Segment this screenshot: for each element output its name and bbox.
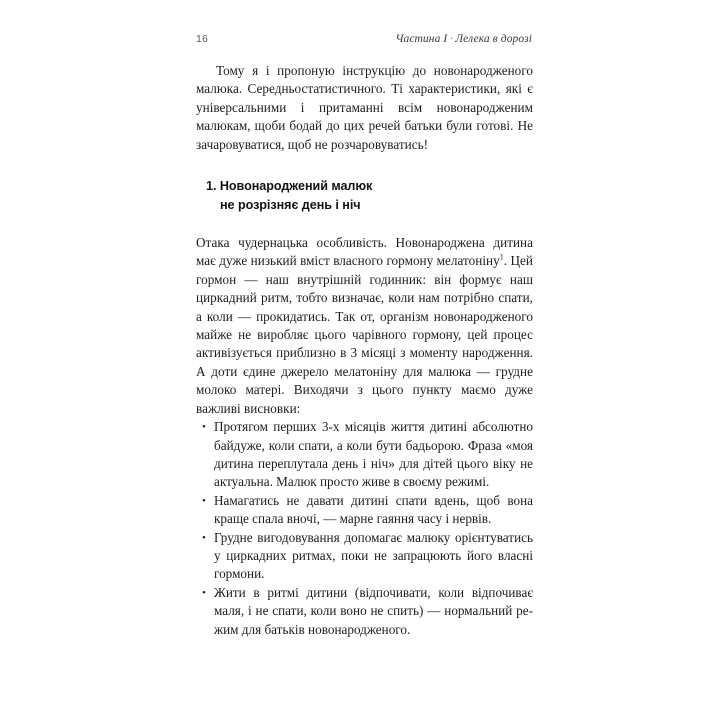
list-item <box>196 529 533 584</box>
body-paragraph <box>196 234 533 418</box>
intro-paragraph: Тому я і пропоную інструкцію до новонародженого малюка. Середньостатистичного. Ті характеристики, які є універсальними і притаманні всім новонародженим малюкам, щоби бодай до цих речей батьки були готові. Не зачаровуватися, щоб не розчаровуватись! <box>196 63 533 152</box>
running-head-part: Частина I <box>395 33 448 45</box>
body-paragraph-part-2: . Цей гормон — наш внутрішній годинник: він формує наш циркадний ритм, тобто визначає, коли нам потрібно спати, а коли — прокидатись. Так от, організм новонародженого майже не виробляє цього чарівного гормону, цей процес активізується приблизно в 3 місяці з моменту народження. А доти єдине джерело мелатоніну для малюка — грудне молоко матері. Виходячи з цього пункту маємо дуже важливі висновки: <box>196 253 533 416</box>
list-item-text: Намагатись не давати дитині спати вдень, щоб вона краще спала вночі, — марне гаяння часу і нервів. <box>214 492 533 527</box>
section-heading <box>196 177 533 214</box>
text-block <box>196 62 533 639</box>
list-item-text: Жити в ритмі дитини (відпочивати, коли відпочиває маля, і не спати, коли воно не спить) — нормальний режим для батьків новонародженого. <box>214 584 533 637</box>
page-number: 16 <box>196 33 209 45</box>
running-head-chapter: Лелека в дорозі <box>455 33 532 45</box>
list-item <box>196 418 533 492</box>
footnote-marker[interactable]: 1 <box>499 253 504 263</box>
section-heading-line1: Новонароджений малюк <box>219 179 373 194</box>
list-item <box>196 492 533 529</box>
section-heading-line2: не розрізняє день і ніч <box>220 197 361 212</box>
section-heading-number: 1. <box>206 179 217 194</box>
list-item <box>196 584 533 639</box>
running-head-separator: · <box>449 33 454 45</box>
conclusions-list <box>196 418 533 639</box>
running-head <box>196 33 532 45</box>
list-item-text: Грудне вигодовування допомагає малюку орієнтуватись у циркадних ритмах, поки не запрацюють його власні гормони. <box>214 529 533 582</box>
running-head-title <box>395 33 532 45</box>
list-item-text: Протягом перших 3-х місяців життя дитині абсолютно байдуже, коли спати, а коли бути бадьорою. Фраза «моя дитина переплутала день і ніч» для дітей цього віку не актуальна. Малюк просто живе в своєму режимі. <box>214 419 533 490</box>
body-paragraph-part-1: Отака чудернацька особливість. Новонароджена дитина має дуже низький вміст власного гормону мелатоніну <box>196 235 533 269</box>
